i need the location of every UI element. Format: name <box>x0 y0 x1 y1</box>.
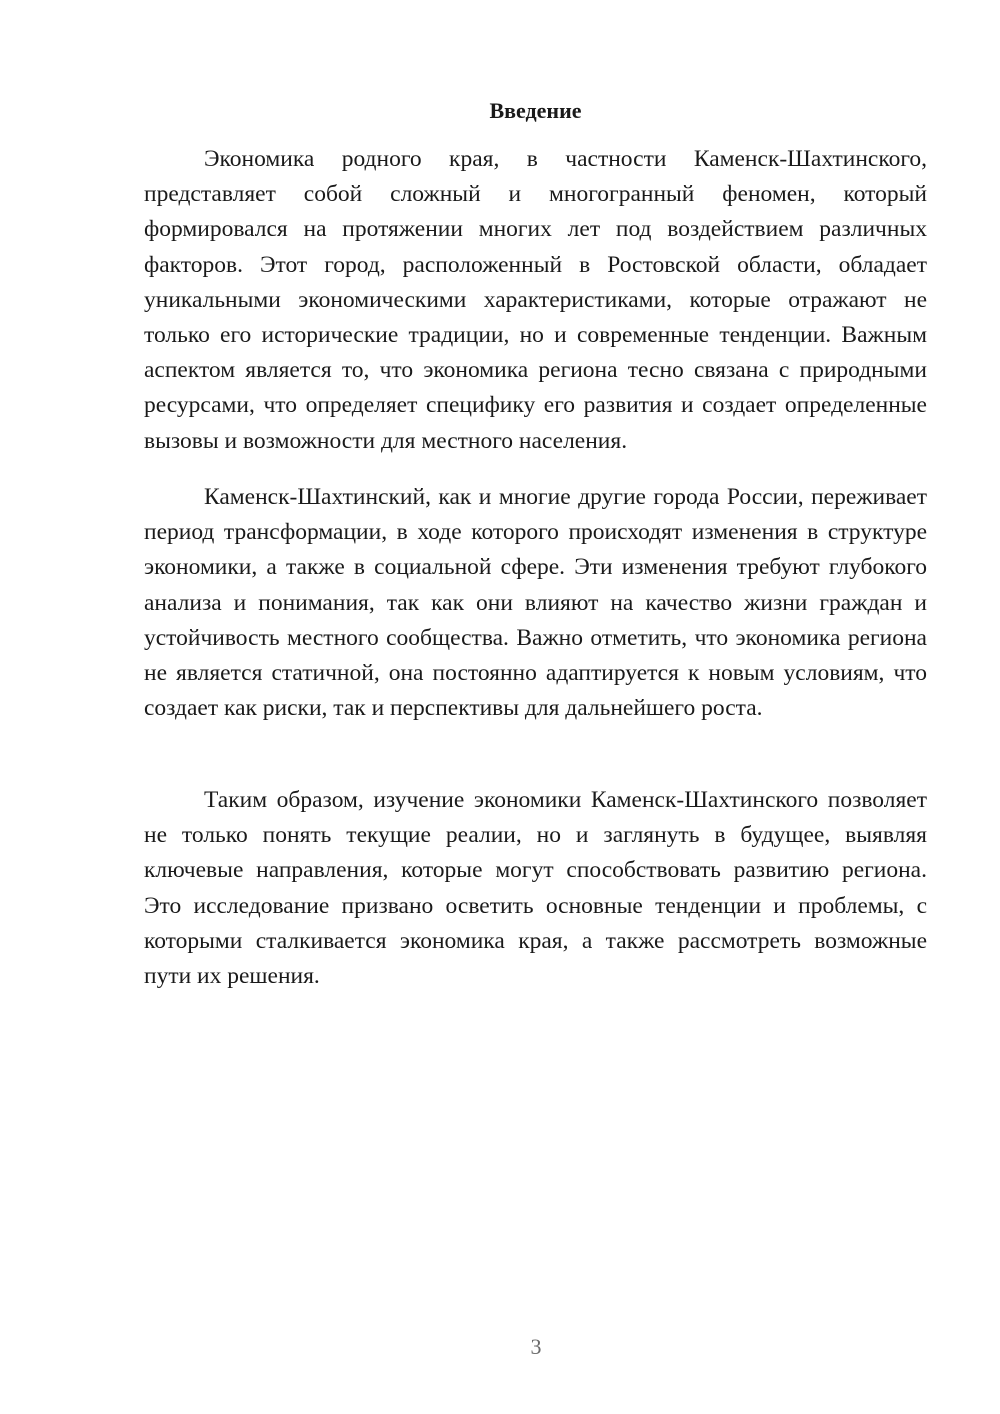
section-heading: Введение <box>489 98 582 123</box>
page-number: 3 <box>530 1334 542 1359</box>
paragraph-2: Каменск-Шахтинский, как и многие другие города России, переживает период трансформации, в ходе которого происходят изменения в структуре экономики, а также в социальной сфере. Эти изменения требуют глубокого анализа и понимания, так как они влияют на качество жизни граждан и устойчивость местного сообщества. Важно отметить, что экономика региона не является статичной, она постоянно адаптируется к новым условиям, что создает как риски, так и перспективы для дальнейшего роста. <box>144 484 927 722</box>
paragraph-1: Экономика родного края, в частности Каменск-Шахтинского, представляет собой сложный и многогранный феномен, который формировался на протяжении многих лет под воздействием различных факторов. Этот город, расположенный в Ростовской области, обладает уникальными экономическими характеристиками, которые отражают не только его исторические традиции, но и современные тенденции. Важным аспектом является то, что экономика региона тесно связана с природными ресурсами, что определяет специфику его развития и создает определенные вызовы и возможности для местного населения. <box>144 146 927 454</box>
paragraph-3: Таким образом, изучение экономики Каменск-Шахтинского позволяет не только понять текущие реалии, но и заглянуть в будущее, выявляя ключевые направления, которые могут способствовать развитию региона. Это исследование призвано осветить основные тенденции и проблемы, с которыми сталкивается экономика края, а также рассмотреть возможные пути их решения. <box>144 787 927 990</box>
